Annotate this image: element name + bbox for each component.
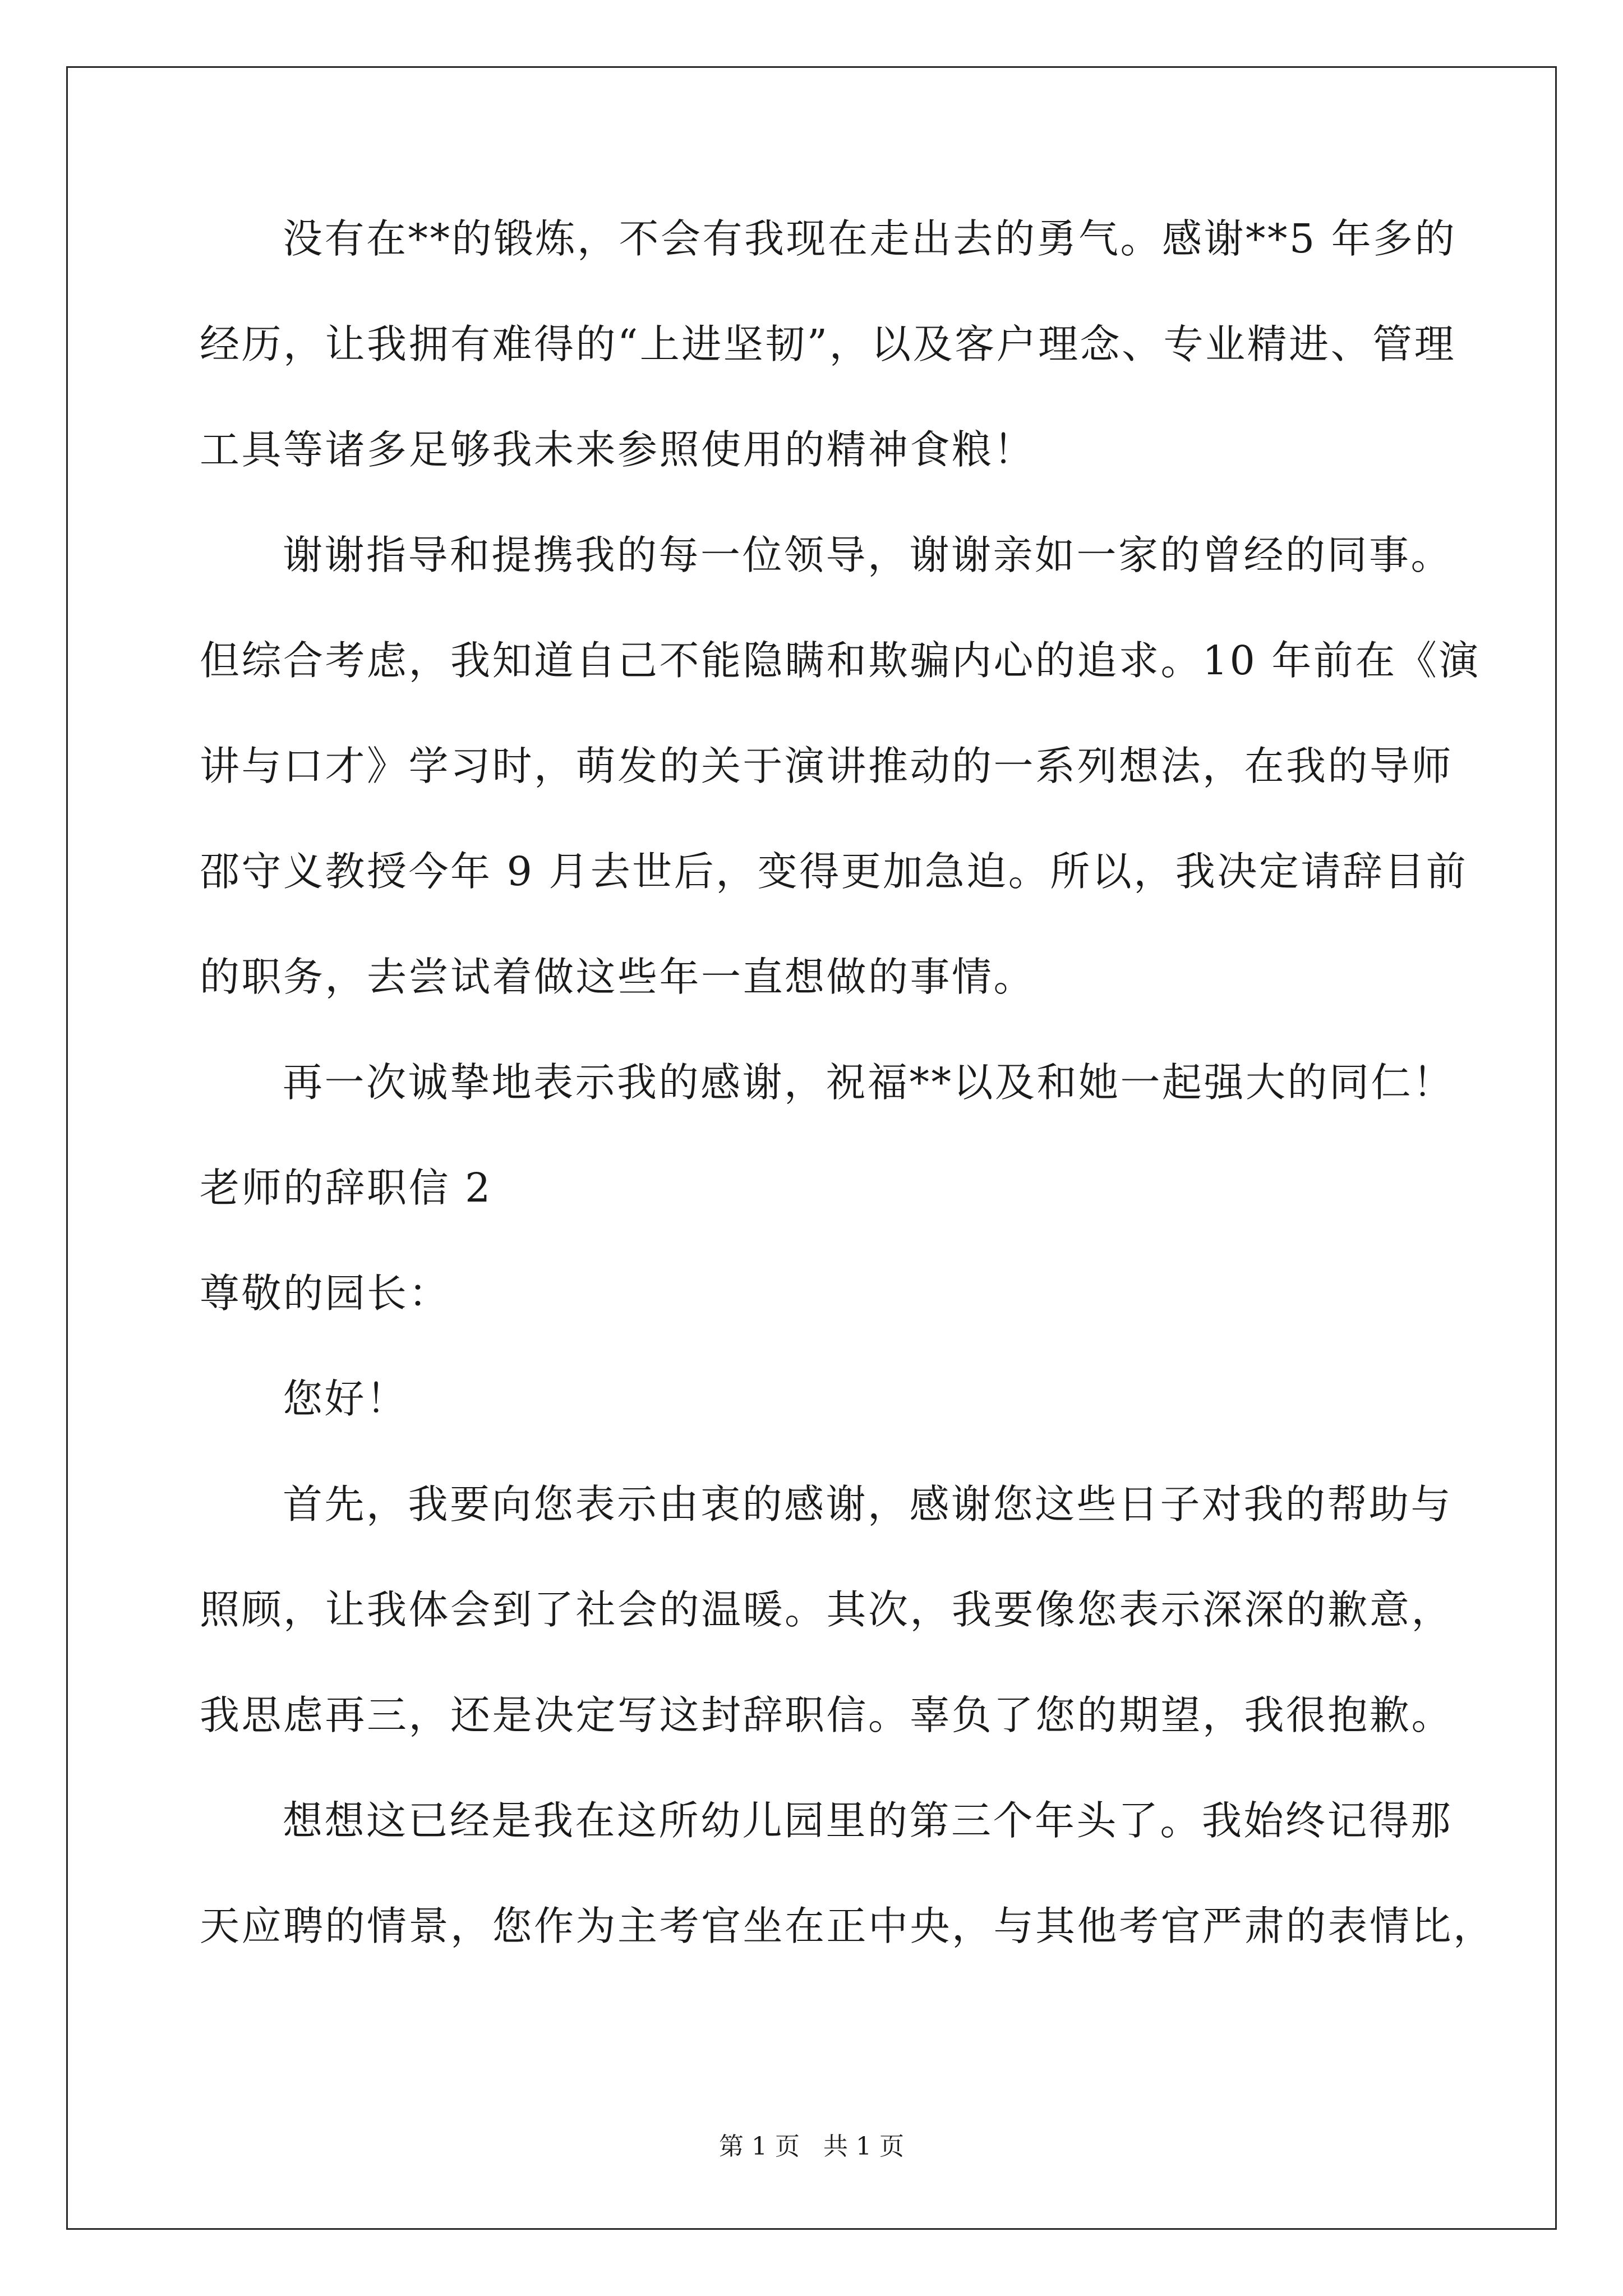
salutation: 尊敬的园长： [200, 1270, 451, 1317]
paragraph-line: 邵守义教授今年 9 月去世后，变得更加急迫。所以，我决定请辞目前 [200, 848, 1468, 895]
paragraph-line: 的职务，去尝试着做这些年一直想做的事情。 [200, 954, 1036, 1000]
paragraph-line: 我思虑再三，还是决定写这封辞职信。辜负了您的期望，我很抱歉。 [200, 1692, 1454, 1738]
paragraph-line: 讲与口才》学习时，萌发的关于演讲推动的一系列想法，在我的导师 [200, 743, 1454, 789]
paragraph-line: 天应聘的情景，您作为主考官坐在正中央，与其他考官严肃的表情比， [200, 1903, 1495, 1949]
paragraph-line: 再一次诚挚地表示我的感谢，祝福**以及和她一起强大的同仁！ [283, 1059, 1455, 1106]
page-footer: 第 1 页 共 1 页 [719, 2132, 904, 2161]
paragraph-line: 经历，让我拥有难得的“上进坚韧”，以及客户理念、专业精进、管理 [200, 321, 1456, 367]
paragraph-line: 想想这已经是我在这所幼儿园里的第三个年头了。我始终记得那 [283, 1797, 1453, 1844]
paragraph-line: 但综合考虑，我知道自己不能隐瞒和欺骗内心的追求。10 年前在《演 [200, 637, 1481, 684]
paragraph-line: 谢谢指导和提携我的每一位领导，谢谢亲如一家的曾经的同事。 [283, 532, 1453, 578]
greeting: 您好！ [283, 1375, 408, 1422]
paragraph-line: 工具等诸多足够我未来参照使用的精神食粮！ [200, 426, 1036, 473]
paragraph-line: 没有在**的锻炼，不会有我现在走出去的勇气。感谢**5 年多的 [283, 215, 1457, 262]
paragraph-line: 首先，我要向您表示由衷的感谢，感谢您这些日子对我的帮助与 [283, 1481, 1453, 1527]
section-heading: 老师的辞职信 2 [200, 1165, 492, 1211]
paragraph-line: 照顾，让我体会到了社会的温暖。其次，我要像您表示深深的歉意， [200, 1586, 1454, 1633]
